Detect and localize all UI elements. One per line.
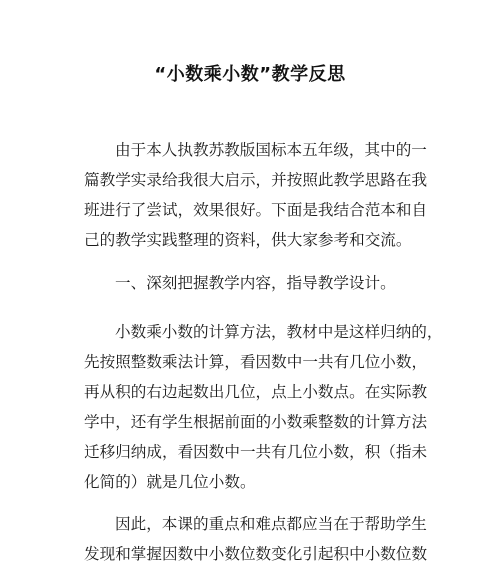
paragraph-line: 迁移归纳成，看因数中一共有几位小数，积（指未: [84, 443, 428, 461]
paragraph-line: 由于本人执教苏教版国标本五年级，其中的一: [115, 141, 427, 159]
section-heading-text: 一、深刻把握教学内容，指导教学设计。: [115, 274, 396, 292]
paragraph-line: 班进行了尝试，效果很好。下面是我结合范本和自: [84, 201, 428, 219]
paragraph-line: 篇教学实录给我很大启示，并按照此教学思路在我: [84, 171, 428, 189]
paragraph-line: 小数乘小数的计算方法，教材中是这样归纳的，: [115, 323, 443, 341]
paragraph-line: 因此，本课的重点和难点都应当在于帮助学生: [115, 515, 427, 533]
paragraph-line: 发现和掌握因数中小数位数变化引起积中小数位数: [84, 545, 428, 563]
paragraph-line: 化简的）就是几位小数。: [84, 473, 256, 491]
paragraph-line: 学中，还有学生根据前面的小数乘整数的计算方法: [84, 413, 428, 431]
paragraph-line: 先按照整数乘法计算，看因数中一共有几位小数，: [84, 353, 428, 371]
paragraph-line: 己的教学实践整理的资料，供大家参考和交流。: [84, 231, 412, 249]
paragraph-line: 再从积的右边起数出几位，点上小数点。在实际教: [84, 383, 428, 401]
document-title: “小数乘小数”教学反思: [154, 64, 346, 85]
